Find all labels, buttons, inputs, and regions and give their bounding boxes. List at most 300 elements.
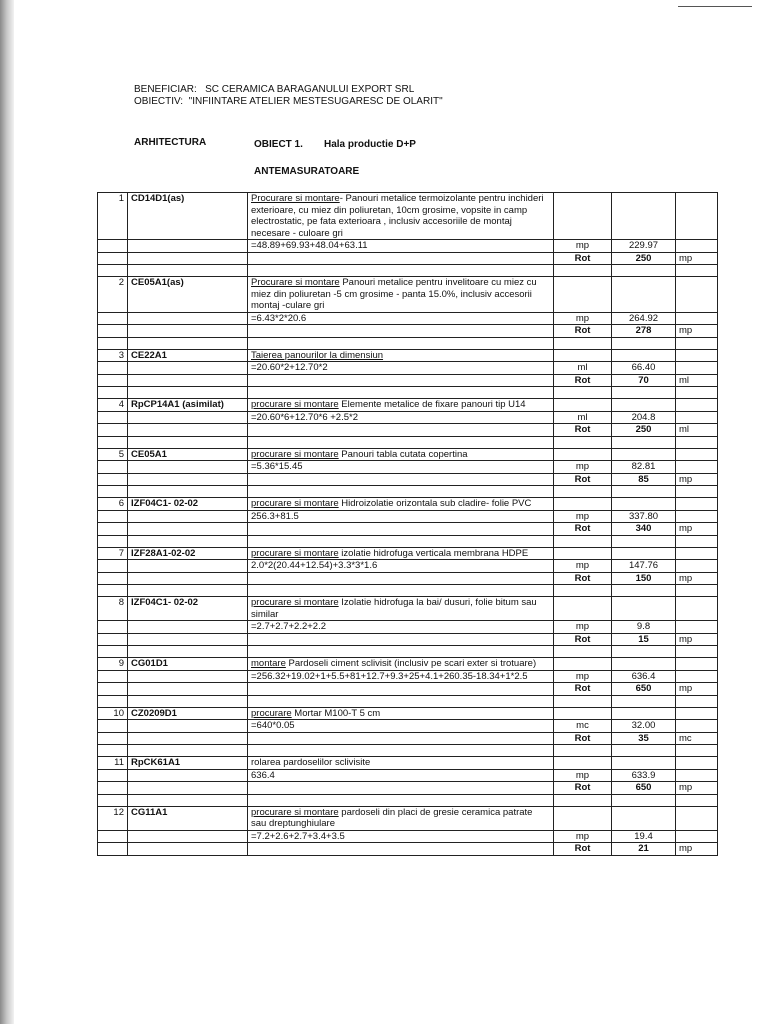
item-formula: =256.32+19.02+1+5.5+81+12.7+9.3+25+4.1+260.35-18.34+1*2.5 xyxy=(248,670,554,683)
empty-cell xyxy=(676,411,718,424)
measurement-table-body xyxy=(98,193,718,856)
item-title: Taierea panourilor la dimensiun xyxy=(251,349,384,361)
table-row xyxy=(98,782,718,795)
empty-cell xyxy=(554,265,612,277)
item-unit: mp xyxy=(554,621,612,634)
empty-cell xyxy=(248,683,554,696)
empty-cell xyxy=(676,510,718,523)
item-title: procurare si montare xyxy=(251,399,339,410)
table-row xyxy=(98,732,718,745)
item-quantity: 147.76 xyxy=(612,560,676,573)
item-description xyxy=(248,707,554,720)
table-row xyxy=(98,757,718,770)
rounded-unit: mp xyxy=(676,782,718,795)
empty-cell xyxy=(612,387,676,399)
item-quantity: 633.9 xyxy=(612,769,676,782)
empty-cell xyxy=(676,794,718,806)
empty-cell xyxy=(98,621,128,634)
item-number: 11 xyxy=(98,757,128,770)
item-code: CG01D1 xyxy=(128,658,248,671)
rounded-quantity: 650 xyxy=(612,683,676,696)
rounded-quantity: 250 xyxy=(612,424,676,437)
table-row xyxy=(98,461,718,474)
item-number: 8 xyxy=(98,597,128,621)
empty-cell xyxy=(98,510,128,523)
spacer-row xyxy=(98,265,718,277)
spacer-row xyxy=(98,436,718,448)
empty-cell xyxy=(248,646,554,658)
item-unit: mp xyxy=(554,769,612,782)
empty-cell xyxy=(128,830,248,843)
item-number: 6 xyxy=(98,498,128,511)
spacer-row xyxy=(98,646,718,658)
item-title: procurare xyxy=(251,707,292,719)
empty-cell xyxy=(98,535,128,547)
item-formula: =6.43*2*20.6 xyxy=(248,312,554,325)
empty-cell xyxy=(98,720,128,733)
empty-cell xyxy=(128,670,248,683)
empty-cell xyxy=(554,794,612,806)
empty-cell xyxy=(554,535,612,547)
rounded-label: Rot xyxy=(554,572,612,585)
empty-cell xyxy=(248,794,554,806)
empty-cell xyxy=(676,277,718,313)
item-unit: mp xyxy=(554,461,612,474)
rounded-quantity: 35 xyxy=(612,732,676,745)
item-code: IZF28A1-02-02 xyxy=(128,547,248,560)
document-title: ANTEMASURATOARE xyxy=(254,166,360,177)
top-rule xyxy=(678,6,752,7)
item-formula: =2.7+2.7+2.2+2.2 xyxy=(248,621,554,634)
item-title: procurare si montare xyxy=(251,597,339,608)
item-title: Procurare si montare xyxy=(251,193,340,204)
empty-cell xyxy=(554,193,612,240)
empty-cell xyxy=(248,732,554,745)
empty-cell xyxy=(676,362,718,375)
table-row xyxy=(98,830,718,843)
empty-cell xyxy=(248,374,554,387)
table-row xyxy=(98,252,718,265)
empty-cell xyxy=(128,695,248,707)
table-row xyxy=(98,658,718,671)
empty-cell xyxy=(676,486,718,498)
empty-cell xyxy=(554,707,612,720)
item-quantity: 19.4 xyxy=(612,830,676,843)
empty-cell xyxy=(98,745,128,757)
rounded-unit: mp xyxy=(676,683,718,696)
empty-cell xyxy=(612,486,676,498)
obiectiv-line: OBIECTIV: "INFIINTARE ATELIER MESTESUGARESC DE OLARIT" xyxy=(134,96,443,107)
empty-cell xyxy=(554,486,612,498)
empty-cell xyxy=(248,572,554,585)
table-row xyxy=(98,312,718,325)
empty-cell xyxy=(98,252,128,265)
empty-cell xyxy=(554,745,612,757)
empty-cell xyxy=(248,473,554,486)
table-row xyxy=(98,597,718,621)
empty-cell xyxy=(554,757,612,770)
empty-cell xyxy=(128,362,248,375)
empty-cell xyxy=(676,585,718,597)
item-number: 9 xyxy=(98,658,128,671)
empty-cell xyxy=(612,277,676,313)
rounded-quantity: 21 xyxy=(612,843,676,856)
item-description-text: Hidroizolatie orizontala sub cladire- folie PVC xyxy=(338,498,532,509)
item-quantity: 9.8 xyxy=(612,621,676,634)
empty-cell xyxy=(612,745,676,757)
empty-cell xyxy=(676,240,718,253)
empty-cell xyxy=(98,670,128,683)
rounded-unit: ml xyxy=(676,374,718,387)
empty-cell xyxy=(554,658,612,671)
empty-cell xyxy=(612,265,676,277)
empty-cell xyxy=(676,436,718,448)
empty-cell xyxy=(612,585,676,597)
empty-cell xyxy=(128,683,248,696)
empty-cell xyxy=(676,720,718,733)
empty-cell xyxy=(98,473,128,486)
item-number: 4 xyxy=(98,399,128,412)
empty-cell xyxy=(554,277,612,313)
empty-cell xyxy=(676,387,718,399)
empty-cell xyxy=(676,695,718,707)
empty-cell xyxy=(128,745,248,757)
item-description xyxy=(248,349,554,362)
empty-cell xyxy=(676,461,718,474)
table-row xyxy=(98,547,718,560)
empty-cell xyxy=(676,498,718,511)
empty-cell xyxy=(554,436,612,448)
empty-cell xyxy=(128,621,248,634)
rounded-label: Rot xyxy=(554,252,612,265)
empty-cell xyxy=(612,695,676,707)
item-code: IZF04C1- 02-02 xyxy=(128,498,248,511)
empty-cell xyxy=(554,806,612,830)
rounded-unit: ml xyxy=(676,424,718,437)
item-description-text: Mortar M100-T 5 cm xyxy=(291,707,381,719)
empty-cell xyxy=(676,560,718,573)
rounded-quantity: 278 xyxy=(612,325,676,338)
empty-cell xyxy=(612,646,676,658)
empty-cell xyxy=(98,794,128,806)
item-code: CZ0209D1 xyxy=(128,707,248,720)
empty-cell xyxy=(676,193,718,240)
empty-cell xyxy=(128,374,248,387)
table-row xyxy=(98,399,718,412)
empty-cell xyxy=(248,633,554,646)
empty-cell xyxy=(98,387,128,399)
rounded-quantity: 70 xyxy=(612,374,676,387)
empty-cell xyxy=(128,411,248,424)
rounded-label: Rot xyxy=(554,732,612,745)
empty-cell xyxy=(612,658,676,671)
empty-cell xyxy=(612,436,676,448)
empty-cell xyxy=(676,337,718,349)
empty-cell xyxy=(128,572,248,585)
empty-cell xyxy=(612,806,676,830)
empty-cell xyxy=(128,252,248,265)
empty-cell xyxy=(248,486,554,498)
table-row xyxy=(98,498,718,511)
rounded-unit: mp xyxy=(676,523,718,536)
empty-cell xyxy=(98,337,128,349)
beneficiar-line: BENEFICIAR: SC CERAMICA BARAGANULUI EXPORT SRL xyxy=(134,84,415,95)
rounded-label: Rot xyxy=(554,325,612,338)
item-formula: =20.60*6+12.70*6 +2.5*2 xyxy=(248,411,554,424)
empty-cell xyxy=(98,424,128,437)
empty-cell xyxy=(554,399,612,412)
item-title: Procurare si montare xyxy=(251,277,340,288)
empty-cell xyxy=(248,535,554,547)
table-row xyxy=(98,843,718,856)
empty-cell xyxy=(128,337,248,349)
rounded-label: Rot xyxy=(554,424,612,437)
empty-cell xyxy=(248,843,554,856)
table-row xyxy=(98,277,718,313)
item-quantity: 229.97 xyxy=(612,240,676,253)
table-row xyxy=(98,325,718,338)
item-unit: ml xyxy=(554,411,612,424)
spacer-row xyxy=(98,535,718,547)
rounded-unit: mp xyxy=(676,252,718,265)
empty-cell xyxy=(128,633,248,646)
empty-cell xyxy=(676,349,718,362)
empty-cell xyxy=(128,720,248,733)
empty-cell xyxy=(128,535,248,547)
item-unit: ml xyxy=(554,362,612,375)
item-unit: mp xyxy=(554,510,612,523)
empty-cell xyxy=(98,633,128,646)
empty-cell xyxy=(676,806,718,830)
rounded-unit: mp xyxy=(676,843,718,856)
empty-cell xyxy=(248,325,554,338)
item-description-text: Elemente metalice de fixare panouri tip U14 xyxy=(338,399,526,410)
empty-cell xyxy=(676,621,718,634)
empty-cell xyxy=(612,535,676,547)
spacer-row xyxy=(98,486,718,498)
empty-cell xyxy=(128,510,248,523)
item-quantity: 32.00 xyxy=(612,720,676,733)
item-number: 5 xyxy=(98,448,128,461)
empty-cell xyxy=(248,337,554,349)
empty-cell xyxy=(128,424,248,437)
item-formula: =5.36*15.45 xyxy=(248,461,554,474)
item-unit: mp xyxy=(554,830,612,843)
empty-cell xyxy=(248,265,554,277)
empty-cell xyxy=(128,436,248,448)
item-title: procurare si montare xyxy=(251,547,339,559)
empty-cell xyxy=(128,646,248,658)
item-description xyxy=(248,806,554,830)
empty-cell xyxy=(554,646,612,658)
item-number: 2 xyxy=(98,277,128,313)
empty-cell xyxy=(128,265,248,277)
measurement-table xyxy=(97,192,718,856)
empty-cell xyxy=(98,523,128,536)
empty-cell xyxy=(554,337,612,349)
empty-cell xyxy=(128,461,248,474)
empty-cell xyxy=(98,782,128,795)
item-unit: mp xyxy=(554,312,612,325)
spacer-row xyxy=(98,585,718,597)
empty-cell xyxy=(248,252,554,265)
empty-cell xyxy=(98,486,128,498)
item-formula: 636.4 xyxy=(248,769,554,782)
empty-cell xyxy=(248,585,554,597)
rounded-label: Rot xyxy=(554,523,612,536)
empty-cell xyxy=(98,732,128,745)
empty-cell xyxy=(128,782,248,795)
empty-cell xyxy=(128,843,248,856)
empty-cell xyxy=(676,745,718,757)
item-quantity: 66.40 xyxy=(612,362,676,375)
empty-cell xyxy=(98,585,128,597)
table-row xyxy=(98,374,718,387)
item-code: IZF04C1- 02-02 xyxy=(128,597,248,621)
empty-cell xyxy=(98,411,128,424)
item-quantity: 636.4 xyxy=(612,670,676,683)
table-row xyxy=(98,560,718,573)
item-description-text: Panouri tabla cutata copertina xyxy=(338,448,468,460)
item-unit: mp xyxy=(554,560,612,573)
empty-cell xyxy=(98,843,128,856)
empty-cell xyxy=(98,362,128,375)
empty-cell xyxy=(554,498,612,511)
item-code: CE05A1(as) xyxy=(128,277,248,313)
rounded-unit: mp xyxy=(676,325,718,338)
item-description-text: Pardoseli ciment sclivisit (inclusiv pe scari exter si trotuare) xyxy=(285,658,537,669)
empty-cell xyxy=(554,597,612,621)
item-description-text: - Panouri metalice termoizolante pentru inchideri exterioare, cu miez din poliuretan, 10cm grosime, vopsite in camp electrostatic, pe fata exterioara , inclusiv accesoriile de montaj necesare - culoare gri xyxy=(251,193,544,239)
spacer-row xyxy=(98,794,718,806)
empty-cell xyxy=(98,769,128,782)
item-code: CE05A1 xyxy=(128,448,248,461)
item-number: 7 xyxy=(98,547,128,560)
empty-cell xyxy=(554,585,612,597)
rounded-quantity: 150 xyxy=(612,572,676,585)
empty-cell xyxy=(98,240,128,253)
empty-cell xyxy=(98,461,128,474)
rounded-label: Rot xyxy=(554,473,612,486)
section-label: ARHITECTURA xyxy=(134,137,207,148)
rounded-unit: mp xyxy=(676,473,718,486)
empty-cell xyxy=(248,436,554,448)
table-row xyxy=(98,193,718,240)
empty-cell xyxy=(128,560,248,573)
item-unit: mp xyxy=(554,670,612,683)
rounded-label: Rot xyxy=(554,782,612,795)
empty-cell xyxy=(128,473,248,486)
empty-cell xyxy=(98,695,128,707)
empty-cell xyxy=(98,265,128,277)
spacer-row xyxy=(98,337,718,349)
item-number: 3 xyxy=(98,349,128,362)
empty-cell xyxy=(612,794,676,806)
item-formula: =48.89+69.93+48.04+63.11 xyxy=(248,240,554,253)
table-row xyxy=(98,473,718,486)
item-formula: =7.2+2.6+2.7+3.4+3.5 xyxy=(248,830,554,843)
empty-cell xyxy=(554,349,612,362)
empty-cell xyxy=(676,312,718,325)
item-title: procurare si montare xyxy=(251,448,339,460)
empty-cell xyxy=(98,683,128,696)
table-row xyxy=(98,411,718,424)
table-row xyxy=(98,769,718,782)
empty-cell xyxy=(98,646,128,658)
empty-cell xyxy=(554,547,612,560)
rounded-quantity: 250 xyxy=(612,252,676,265)
item-code: RpCK61A1 xyxy=(128,757,248,770)
empty-cell xyxy=(128,523,248,536)
empty-cell xyxy=(676,757,718,770)
empty-cell xyxy=(676,658,718,671)
table-row xyxy=(98,720,718,733)
empty-cell xyxy=(676,646,718,658)
item-description xyxy=(248,399,554,412)
table-row xyxy=(98,572,718,585)
table-row xyxy=(98,707,718,720)
item-formula: 256.3+81.5 xyxy=(248,510,554,523)
empty-cell xyxy=(612,757,676,770)
empty-cell xyxy=(128,312,248,325)
empty-cell xyxy=(612,448,676,461)
empty-cell xyxy=(676,707,718,720)
item-unit: mp xyxy=(554,240,612,253)
rounded-unit: mc xyxy=(676,732,718,745)
empty-cell xyxy=(128,240,248,253)
empty-cell xyxy=(676,448,718,461)
empty-cell xyxy=(248,695,554,707)
item-description-text: izolatie hidrofuga verticala membrana HDPE xyxy=(338,547,529,559)
item-description-text: Panouri metalice pentru invelitoare cu miez cu miez din poliuretan -5 cm grosime - panta 15.0%, inclusiv accesorii montaj -culare gri xyxy=(251,277,537,311)
scan-shadow-edge xyxy=(0,0,14,1024)
rounded-label: Rot xyxy=(554,843,612,856)
empty-cell xyxy=(676,399,718,412)
empty-cell xyxy=(612,547,676,560)
item-number: 10 xyxy=(98,707,128,720)
empty-cell xyxy=(554,448,612,461)
spacer-row xyxy=(98,387,718,399)
table-row xyxy=(98,523,718,536)
empty-cell xyxy=(612,193,676,240)
item-formula: =640*0.05 xyxy=(248,720,554,733)
empty-cell xyxy=(676,597,718,621)
empty-cell xyxy=(612,498,676,511)
rounded-quantity: 340 xyxy=(612,523,676,536)
empty-cell xyxy=(248,424,554,437)
item-code: RpCP14A1 (asimilat) xyxy=(128,399,248,412)
item-code: CE22A1 xyxy=(128,349,248,362)
spacer-row xyxy=(98,745,718,757)
item-quantity: 337.80 xyxy=(612,510,676,523)
empty-cell xyxy=(128,585,248,597)
rounded-label: Rot xyxy=(554,683,612,696)
empty-cell xyxy=(248,745,554,757)
empty-cell xyxy=(676,830,718,843)
item-number: 12 xyxy=(98,806,128,830)
rounded-quantity: 15 xyxy=(612,633,676,646)
rounded-quantity: 650 xyxy=(612,782,676,795)
empty-cell xyxy=(128,794,248,806)
empty-cell xyxy=(98,374,128,387)
empty-cell xyxy=(98,560,128,573)
empty-cell xyxy=(612,597,676,621)
rounded-unit: mp xyxy=(676,633,718,646)
item-formula: 2.0*2(20.44+12.54)+3.3*3*1.6 xyxy=(248,560,554,573)
table-row xyxy=(98,349,718,362)
empty-cell xyxy=(128,387,248,399)
rounded-label: Rot xyxy=(554,374,612,387)
